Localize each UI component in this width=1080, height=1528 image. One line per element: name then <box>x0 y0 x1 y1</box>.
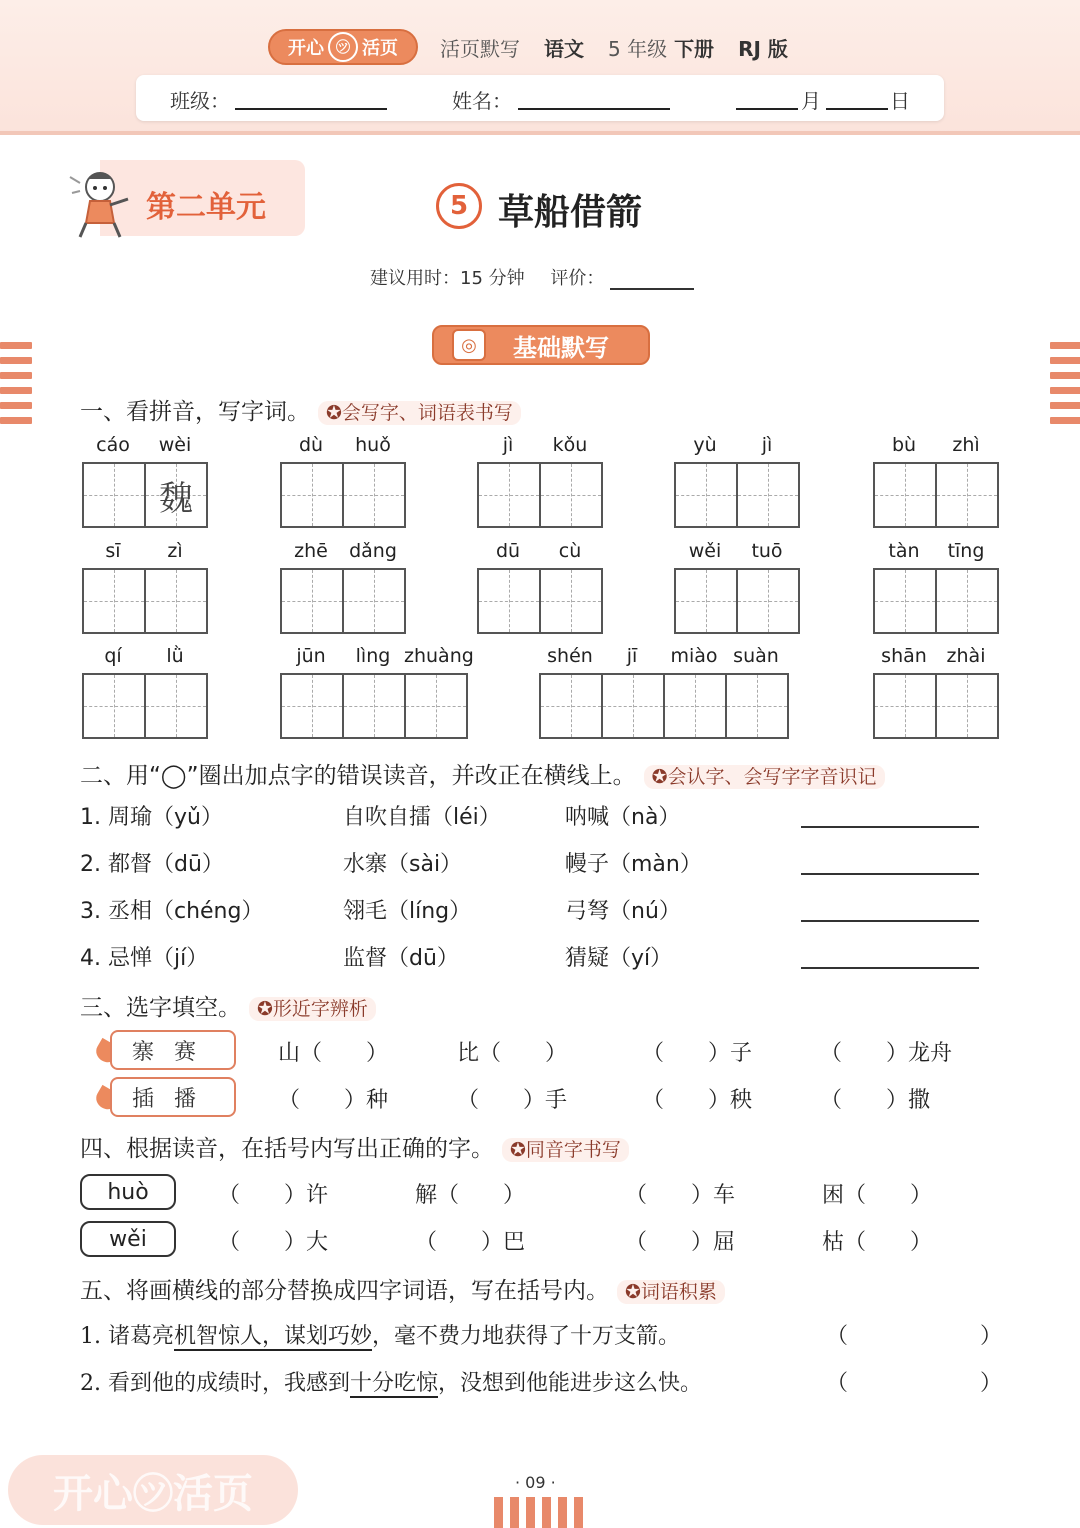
pinyin-pill: wěi <box>80 1221 176 1257</box>
pinyin-word-group <box>280 645 474 739</box>
writing-grid <box>82 673 208 739</box>
fill-blank-item[interactable]: （ ）许 <box>218 1183 329 1208</box>
pinyin-label: cù <box>558 540 582 562</box>
pinyin-labels <box>280 434 404 462</box>
suggested-time <box>370 264 694 290</box>
s2-underlined: 十分吃惊 <box>349 1371 438 1396</box>
writing-cell[interactable] <box>541 675 603 737</box>
pinyin-labels <box>82 540 206 568</box>
pinyin-label: jūn <box>296 645 326 667</box>
character-pair <box>110 1030 236 1070</box>
unit-name: 第二单元 <box>146 190 266 225</box>
brand-right-text: 活页 <box>362 38 398 59</box>
pinyin-labels <box>82 434 206 462</box>
name-label: 姓名： <box>452 89 512 113</box>
pronunciation-item[interactable]: 监督（dū） <box>343 946 459 971</box>
pinyin-word-group <box>873 540 999 634</box>
q5-heading <box>80 1272 725 1305</box>
writing-cell[interactable] <box>665 675 727 737</box>
pinyin-word-group <box>280 434 406 528</box>
writing-grid <box>873 673 999 739</box>
q4-heading <box>80 1130 629 1163</box>
section-banner-label: 基础默写 <box>513 333 609 362</box>
left-stripes <box>0 342 32 432</box>
brand-left-text: 开心 <box>288 38 324 59</box>
pinyin-labels <box>477 540 601 568</box>
right-stripes <box>1050 342 1080 432</box>
q2-tag: ✪会认字、会写字字音识记 <box>644 765 885 789</box>
choice-character: 播 <box>174 1086 197 1112</box>
writing-grid <box>873 568 999 634</box>
q3-tag: ✪形近字辨析 <box>249 997 376 1021</box>
pinyin-label: shén <box>547 645 593 667</box>
q5-answer-1[interactable]: （ ） <box>826 1324 1003 1349</box>
writing-cell[interactable] <box>282 464 344 526</box>
edition-label: RJ 版 <box>738 37 788 61</box>
writing-grid <box>477 462 603 528</box>
pronunciation-item[interactable]: 2. 都督（dū） <box>80 852 224 877</box>
pinyin-label: dū <box>495 540 521 562</box>
pinyin-word-group <box>674 434 800 528</box>
pinyin-word-group <box>82 645 208 739</box>
writing-cell[interactable] <box>937 675 999 737</box>
pinyin-label: lǜ <box>166 645 184 667</box>
subject-label: 语文 <box>544 37 584 61</box>
pronunciation-item[interactable]: 水寨（sài） <box>343 852 463 877</box>
pinyin-label: lìng <box>355 645 391 667</box>
pinyin-label: dù <box>298 434 324 456</box>
writing-grid <box>280 568 406 634</box>
pinyin-labels <box>873 434 997 462</box>
writing-grid <box>82 462 208 528</box>
pinyin-label: dǎng <box>349 540 397 562</box>
pronunciation-item[interactable]: 呐喊（nà） <box>565 805 681 830</box>
time-text: 建议用时：15 分钟 <box>370 268 525 289</box>
fill-blank-item[interactable]: （ ）车 <box>625 1183 736 1208</box>
writing-cell[interactable] <box>282 675 344 737</box>
writing-cell[interactable] <box>84 570 146 632</box>
s2-post: ，没想到他能进步这么快。 <box>438 1371 703 1396</box>
correction-answer-line[interactable] <box>801 967 979 969</box>
q5-sentence-1 <box>80 1319 680 1350</box>
pinyin-label: yù <box>693 434 717 456</box>
pinyin-label: qí <box>104 645 122 667</box>
eval-field[interactable] <box>610 272 694 290</box>
pinyin-labels <box>873 645 997 673</box>
writing-grid <box>477 568 603 634</box>
writing-cell[interactable] <box>541 570 603 632</box>
pronunciation-item[interactable]: 3. 丞相（chéng） <box>80 899 264 924</box>
writing-cell[interactable] <box>937 570 999 632</box>
pinyin-word-group <box>280 540 406 634</box>
fill-blank-item[interactable]: （ ）种 <box>278 1088 389 1113</box>
pinyin-label: tàn <box>888 540 920 562</box>
pinyin-word-group <box>82 434 208 528</box>
q5-sentence-2 <box>80 1366 702 1397</box>
pinyin-word-group <box>873 645 999 739</box>
page-number: · 09 · <box>515 1473 556 1492</box>
writing-cell[interactable] <box>738 464 800 526</box>
writing-cell[interactable] <box>738 570 800 632</box>
prefilled-character: 魏 <box>159 478 193 519</box>
section-banner <box>432 325 650 365</box>
fill-blank-item[interactable]: 比（ ） <box>457 1041 568 1066</box>
writing-cell[interactable] <box>875 464 937 526</box>
writing-cell[interactable] <box>676 464 738 526</box>
pinyin-label: kǒu <box>552 434 588 456</box>
correction-answer-line[interactable] <box>801 920 979 922</box>
fill-blank-item[interactable]: （ ）秧 <box>642 1088 753 1113</box>
fill-blank-item[interactable]: （ ）撒 <box>820 1088 931 1113</box>
day-label: 日 <box>890 89 910 113</box>
s1-pre: 1. 诸葛亮 <box>80 1324 174 1349</box>
pinyin-labels <box>674 540 798 568</box>
pronunciation-item[interactable]: 自吹自擂（léi） <box>343 805 501 830</box>
writing-grid <box>280 673 468 739</box>
correction-answer-line[interactable] <box>801 873 979 875</box>
writing-cell[interactable] <box>479 570 541 632</box>
pinyin-labels <box>539 645 787 673</box>
pronunciation-item[interactable]: 弓弩（nú） <box>565 899 681 924</box>
search-icon: ◎ <box>452 329 486 361</box>
pinyin-word-group <box>539 645 789 739</box>
pinyin-label: bù <box>891 434 917 456</box>
writing-cell[interactable] <box>344 570 406 632</box>
pronunciation-item[interactable]: 1. 周瑜（yǔ） <box>80 805 223 830</box>
pinyin-labels <box>280 540 404 568</box>
pinyin-label: tīng <box>947 540 985 562</box>
bottom-stripes <box>494 1497 583 1528</box>
month-label: 月 <box>801 89 821 113</box>
month-field[interactable] <box>736 82 798 110</box>
pinyin-label: zhuàng <box>404 645 474 667</box>
writing-grid <box>82 568 208 634</box>
watermark-logo: 开心㋡活页 <box>8 1455 298 1525</box>
book-info <box>440 33 788 62</box>
s1-post: ，毫不费力地获得了十万支箭。 <box>372 1324 681 1349</box>
name-field[interactable] <box>518 82 670 110</box>
pinyin-labels <box>873 540 997 568</box>
mascot-icon <box>66 165 136 240</box>
fill-blank-item[interactable]: 解（ ） <box>415 1183 526 1208</box>
writing-cell[interactable] <box>344 675 406 737</box>
writing-cell[interactable] <box>875 570 937 632</box>
writing-cell[interactable] <box>541 464 603 526</box>
pinyin-word-group <box>477 540 603 634</box>
choice-character: 赛 <box>174 1039 197 1065</box>
pinyin-label: tuō <box>751 540 783 562</box>
q4-tag: ✪同音字书写 <box>502 1138 629 1162</box>
q1-tag: ✪会写字、词语表书写 <box>318 401 521 425</box>
fill-blank-item[interactable]: （ ）子 <box>642 1041 753 1066</box>
class-field[interactable] <box>235 82 387 110</box>
lesson-title: 草船借箭 <box>498 192 643 233</box>
writing-cell[interactable] <box>146 570 208 632</box>
pinyin-labels <box>477 434 601 462</box>
writing-cell[interactable] <box>84 464 146 526</box>
fill-blank-item[interactable]: （ ）巴 <box>415 1230 526 1255</box>
writing-grid <box>674 462 800 528</box>
series-label: 活页默写 <box>440 37 520 61</box>
pinyin-label: cáo <box>96 434 130 456</box>
pinyin-word-group <box>477 434 603 528</box>
pinyin-label: wèi <box>158 434 192 456</box>
pinyin-label: miào <box>670 645 718 667</box>
fill-blank-item[interactable]: （ ）屈 <box>625 1230 736 1255</box>
eval-label: 评价： <box>550 268 605 289</box>
day-field[interactable] <box>826 82 888 110</box>
pinyin-label: jì <box>761 434 773 456</box>
q1-title: 一、看拼音，写字词。 <box>80 399 310 425</box>
choice-character: 寨 <box>132 1039 155 1065</box>
q2-title: 二、用“◯”圈出加点字的错误读音，并改正在横线上。 <box>80 763 636 789</box>
grade-label: 5 年级 <box>608 37 668 61</box>
pinyin-labels <box>82 645 206 673</box>
writing-cell[interactable] <box>727 675 789 737</box>
q4-title: 四、根据读音，在括号内写出正确的字。 <box>80 1136 494 1162</box>
fill-blank-item[interactable]: 困（ ） <box>822 1183 933 1208</box>
fill-blank-item[interactable]: 山（ ） <box>278 1041 389 1066</box>
pinyin-label: zhài <box>946 645 986 667</box>
pinyin-label: suàn <box>733 645 779 667</box>
character-pair <box>110 1077 236 1117</box>
q5-tag: ✪词语积累 <box>617 1280 725 1304</box>
fill-blank-item[interactable]: （ ）手 <box>457 1088 568 1113</box>
s2-pre: 2. 看到他的成绩时，我感到 <box>80 1371 350 1396</box>
pinyin-label: zhē <box>294 540 328 562</box>
fill-blank-item[interactable]: （ ）大 <box>218 1230 329 1255</box>
writing-cell[interactable] <box>146 464 208 526</box>
pinyin-labels <box>674 434 798 462</box>
writing-grid <box>674 568 800 634</box>
pinyin-label: zì <box>167 540 183 562</box>
choice-character: 插 <box>132 1086 155 1112</box>
pinyin-label: zhì <box>952 434 980 456</box>
q5-answer-2[interactable]: （ ） <box>826 1371 1003 1396</box>
volume-label: 下册 <box>674 37 715 61</box>
q3-heading <box>80 989 376 1022</box>
writing-cell[interactable] <box>603 675 665 737</box>
pronunciation-item[interactable]: 翎毛（líng） <box>343 899 472 924</box>
pinyin-word-group <box>82 540 208 634</box>
pronunciation-item[interactable]: 幔子（màn） <box>565 852 702 877</box>
pinyin-labels <box>280 645 474 673</box>
pinyin-label: huǒ <box>355 434 391 456</box>
q2-heading <box>80 757 885 790</box>
q1-heading <box>80 393 521 426</box>
writing-cell[interactable] <box>282 570 344 632</box>
pinyin-label: jì <box>502 434 514 456</box>
brand-smile-icon: ㋡ <box>328 32 358 62</box>
q5-title: 五、将画横线的部分替换成四字词语，写在括号内。 <box>80 1278 609 1304</box>
writing-cell[interactable] <box>875 675 937 737</box>
brand-logo <box>268 29 418 65</box>
q3-title: 三、选字填空。 <box>80 995 241 1021</box>
pinyin-label: shān <box>881 645 927 667</box>
s1-underlined: 机智惊人，谋划巧妙 <box>173 1324 372 1349</box>
writing-cell[interactable] <box>84 675 146 737</box>
writing-cell[interactable] <box>406 675 468 737</box>
writing-cell[interactable] <box>937 464 999 526</box>
writing-cell[interactable] <box>479 464 541 526</box>
writing-grid <box>280 462 406 528</box>
lesson-number: 5 <box>436 183 482 229</box>
fill-blank-item[interactable]: 枯（ ） <box>822 1230 933 1255</box>
writing-cell[interactable] <box>344 464 406 526</box>
pronunciation-item[interactable]: 猜疑（yí） <box>565 946 673 971</box>
writing-cell[interactable] <box>676 570 738 632</box>
pinyin-label: wěi <box>688 540 722 562</box>
correction-answer-line[interactable] <box>801 826 979 828</box>
writing-grid <box>873 462 999 528</box>
pinyin-pill: huò <box>80 1174 176 1210</box>
fill-blank-item[interactable]: （ ）龙舟 <box>820 1041 953 1066</box>
writing-grid <box>539 673 789 739</box>
pinyin-label: sī <box>105 540 121 562</box>
class-label: 班级： <box>170 89 230 113</box>
writing-cell[interactable] <box>146 675 208 737</box>
pinyin-word-group <box>873 434 999 528</box>
pinyin-label: jī <box>626 645 638 667</box>
pronunciation-item[interactable]: 4. 忌惮（jí） <box>80 946 209 971</box>
pinyin-word-group <box>674 540 800 634</box>
